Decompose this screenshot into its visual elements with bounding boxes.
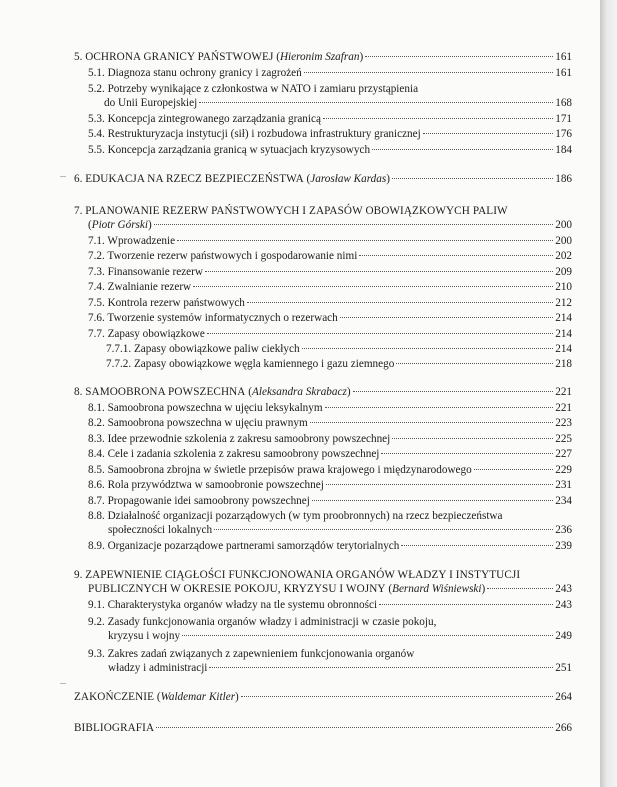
toc-entry-continuation[interactable]: kryzysu i wojny 249 <box>108 630 572 642</box>
toc-bibliography[interactable]: BIBLIOGRAFIA 266 <box>74 722 572 734</box>
page-number: 221 <box>555 386 572 398</box>
toc-entry[interactable]: 8.1. Samoobrona powszechna w ujęciu leksykalnym 221 <box>88 402 572 414</box>
page-number: 218 <box>555 358 572 370</box>
toc-entry[interactable]: 5.3. Koncepcja zintegrowanego zarządzania granicą 171 <box>88 113 572 125</box>
toc-entry[interactable]: 8.7. Propagowanie idei samoobrony powszechnej 234 <box>88 495 572 507</box>
page-number: 210 <box>555 281 572 293</box>
page-number: 161 <box>555 67 572 79</box>
dot-leader <box>379 604 553 605</box>
page-number: 212 <box>555 297 572 309</box>
toc-chapter-author-line[interactable]: (Piotr Górski) 200 <box>88 219 572 231</box>
page-number: 186 <box>555 173 572 185</box>
toc-entry[interactable]: 5.1. Diagnoza stanu ochrony granicy i zagrożeń 161 <box>88 67 572 79</box>
dot-leader <box>396 363 553 364</box>
dot-leader <box>487 588 553 589</box>
toc-entry[interactable]: 7.6. Tworzenie systemów informatycznych o rezerwach 214 <box>88 312 572 324</box>
dot-leader <box>359 255 553 256</box>
toc-entry-continuation[interactable]: do Unii Europejskiej 168 <box>104 97 572 109</box>
page-number: 214 <box>555 312 572 324</box>
dot-leader <box>156 727 553 728</box>
toc-entry[interactable]: 7.3. Finansowanie rezerw 209 <box>88 266 572 278</box>
toc-entry[interactable]: 7.4. Zwalnianie rezerw 210 <box>88 281 572 293</box>
margin-mark <box>60 176 66 177</box>
dot-leader <box>381 453 553 454</box>
page-number: 214 <box>555 343 572 355</box>
toc-entry[interactable]: 7.7. Zapasy obowiązkowe 214 <box>88 328 572 340</box>
toc-chapter-9[interactable]: 9. ZAPEWNIENIE CIĄGŁOŚCI FUNKCJONOWANIA ORGANÓW WŁADZY I INSTYTUCJI <box>74 569 521 581</box>
dot-leader <box>205 271 553 272</box>
page-number: 229 <box>555 464 572 476</box>
page-number: 223 <box>555 417 572 429</box>
dot-leader <box>392 178 553 179</box>
toc-chapter-9-continuation[interactable]: PUBLICZNYCH W OKRESIE POKOJU, KRYZYSU I WOJNY (Bernard Wiśniewski) 243 <box>88 583 572 595</box>
dot-leader <box>365 56 553 57</box>
toc-conclusion[interactable]: ZAKOŃCZENIE (Waldemar Kitler) 264 <box>74 691 572 703</box>
toc-entry[interactable]: 8.6. Rola przywództwa w samoobronie powszechnej 231 <box>88 479 572 491</box>
toc-entry[interactable]: 8.2. Samoobrona powszechna w ujęciu prawnym 223 <box>88 417 572 429</box>
toc-entry[interactable]: 9.2. Zasady funkcjonowania organów władzy i administracji w czasie pokoju, <box>88 616 437 628</box>
page-number: 176 <box>555 128 572 140</box>
toc-entry[interactable]: 8.5. Samoobrona zbrojna w świetle przepisów prawa krajowego i międzynarodowego 229 <box>88 464 572 476</box>
dot-leader <box>304 72 553 73</box>
toc-subentry[interactable]: 7.7.2. Zapasy obowiązkowe węgla kamiennego i gazu ziemnego 218 <box>106 358 572 370</box>
toc-entry[interactable]: 8.8. Działalność organizacji pozarządowych (w tym proobronnych) na rzecz bezpieczeństwa <box>88 510 503 522</box>
toc-entry[interactable]: 7.5. Kontrola rezerw państwowych 212 <box>88 297 572 309</box>
toc-entry-continuation[interactable]: społeczności lokalnych 236 <box>108 524 572 536</box>
page-number: 161 <box>555 51 572 63</box>
dot-leader <box>353 391 554 392</box>
toc-subentry[interactable]: 7.7.1. Zapasy obowiązkowe paliw ciekłych 214 <box>106 343 572 355</box>
dot-leader <box>209 667 553 668</box>
chapter-author: Hieronim Szafran <box>279 51 360 63</box>
page-number: 171 <box>555 113 572 125</box>
margin-mark <box>60 683 66 684</box>
dot-leader <box>199 102 553 103</box>
toc-entry[interactable]: 5.2. Potrzeby wynikające z członkostwa w NATO i zamiaru przystąpienia <box>88 83 419 95</box>
page-number: 214 <box>555 328 572 340</box>
dot-leader <box>401 545 553 546</box>
page-number: 209 <box>555 266 572 278</box>
dot-leader <box>193 286 553 287</box>
toc-entry[interactable]: 8.4. Cele i zadania szkolenia z zakresu samoobrony powszechnej 227 <box>88 448 572 460</box>
dot-leader <box>423 133 553 134</box>
page-number: 221 <box>555 402 572 414</box>
page-number: 266 <box>555 722 572 734</box>
page-number: 231 <box>555 479 572 491</box>
dot-leader <box>302 348 554 349</box>
page-number: 184 <box>555 144 572 156</box>
page-edge-shadow <box>600 0 617 787</box>
page-number: 227 <box>555 448 572 460</box>
dot-leader <box>325 407 554 408</box>
page-number: 200 <box>555 219 572 231</box>
chapter-title: OCHRONA GRANICY PAŃSTWOWEJ <box>85 51 274 63</box>
page-number: 243 <box>555 583 572 595</box>
toc-chapter-7[interactable]: 7. PLANOWANIE REZERW PAŃSTWOWYCH I ZAPASÓW OBOWIĄZKOWYCH PALIW <box>74 205 508 217</box>
page-number: 236 <box>555 524 572 536</box>
dot-leader <box>323 118 553 119</box>
page-number: 168 <box>555 97 572 109</box>
chapter-number: 5. <box>74 51 83 63</box>
page-number: 225 <box>555 433 572 445</box>
page-number: 243 <box>555 599 572 611</box>
toc-entry[interactable]: 5.5. Koncepcja zarządzania granicą w sytuacjach kryzysowych 184 <box>88 144 572 156</box>
dot-leader <box>247 302 553 303</box>
page-number: 200 <box>555 235 572 247</box>
dot-leader <box>340 317 554 318</box>
page-number: 239 <box>555 540 572 552</box>
dot-leader <box>177 240 553 241</box>
toc-entry[interactable]: 8.9. Organizacje pozarządowe partnerami samorządów terytorialnych 239 <box>88 540 572 552</box>
toc-entry[interactable]: 9.1. Charakterystyka organów władzy na tle systemu obronności 243 <box>88 599 572 611</box>
dot-leader <box>214 529 553 530</box>
page-number: 251 <box>555 662 572 674</box>
toc-chapter-8[interactable]: 8. SAMOOBRONA POWSZECHNA (Aleksandra Skrabacz) 221 <box>74 386 572 398</box>
dot-leader <box>207 333 553 334</box>
dot-leader <box>372 149 553 150</box>
dot-leader <box>392 438 553 439</box>
dot-leader <box>474 469 554 470</box>
dot-leader <box>310 422 554 423</box>
toc-entry[interactable]: 9.3. Zakres zadań związanych z zapewnieniem funkcjonowania organów <box>88 648 415 660</box>
toc-entry[interactable]: 5.4. Restrukturyzacja instytucji (sił) i rozbudowa infrastruktury granicznej 176 <box>88 128 572 140</box>
toc-chapter-6[interactable]: 6. EDUKACJA NA RZECZ BEZPIECZEŃSTWA (Jarosław Kardas) 186 <box>74 173 572 185</box>
dot-leader <box>312 500 553 501</box>
dot-leader <box>154 224 554 225</box>
toc-entry-continuation[interactable]: władzy i administracji 251 <box>108 662 572 674</box>
toc-entry[interactable]: 7.2. Tworzenie rezerw państwowych i gospodarowanie nimi 202 <box>88 250 572 262</box>
toc-entry[interactable]: 7.1. Wprowadzenie 200 <box>88 235 572 247</box>
toc-chapter-5[interactable]: 5. OCHRONA GRANICY PAŃSTWOWEJ (Hieronim Szafran) 161 <box>74 51 572 63</box>
page-number: 234 <box>555 495 572 507</box>
page-number: 202 <box>555 250 572 262</box>
dot-leader <box>241 696 553 697</box>
dot-leader <box>326 484 553 485</box>
page-number: 264 <box>555 691 572 703</box>
toc-entry[interactable]: 8.3. Idee przewodnie szkolenia z zakresu samoobrony powszechnej 225 <box>88 433 572 445</box>
page-number: 249 <box>555 630 572 642</box>
dot-leader <box>182 635 553 636</box>
